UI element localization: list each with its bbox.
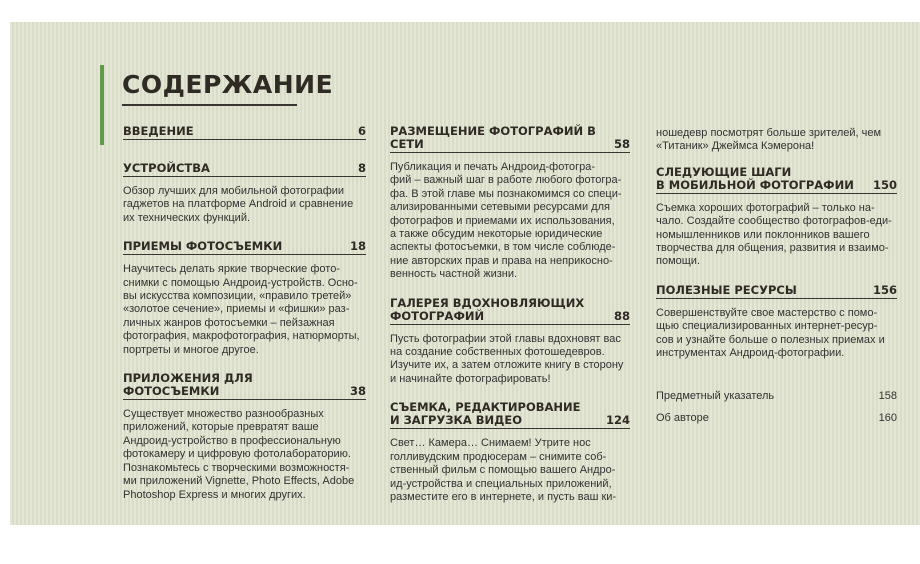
entry-title: УСТРОЙСТВА	[123, 161, 210, 175]
continued-description: ношедевр посмотрят больше зрителей, чем «Титаник» Джеймса Кэмерона!	[656, 127, 882, 153]
entry-heading	[123, 240, 366, 255]
entry-title: РАЗМЕЩЕНИЕ ФОТОГРАФИЙ В СЕТИ	[390, 124, 596, 151]
accent-bar	[100, 65, 104, 145]
toc-entry-useful-resources[interactable]	[656, 284, 897, 361]
entry-title: ПРИЛОЖЕНИЯ ДЛЯ ФОТОСЪЕМКИ	[123, 371, 253, 399]
toc-entry-about-author[interactable]	[656, 412, 897, 425]
entry-title: ВВЕДЕНИЕ	[123, 124, 194, 138]
entry-page-number: 124	[605, 413, 630, 428]
toc-entry-devices[interactable]	[123, 162, 366, 225]
contents-column-1	[123, 125, 366, 502]
entry-title: ГАЛЕРЕЯ ВДОХНОВЛЯЮЩИХ ФОТОГРАФИЙ	[390, 295, 585, 323]
entry-page-number: 38	[349, 384, 366, 399]
entry-page-number: 8	[357, 161, 366, 175]
entry-heading	[390, 401, 630, 429]
page-title: СОДЕРЖАНИЕ	[122, 70, 334, 99]
entry-page-number: 156	[872, 282, 897, 297]
entry-title: СЛЕДУЮЩИЕ ШАГИ В МОБИЛЬНОЙ ФОТОГРАФИИ	[656, 164, 854, 192]
entry-description: Публикация и печать Андроид-фотогра- фий – важный шаг в работе любого фотогра- фа. В этой главе мы познакомимся со специ- ализированными сетевыми ресурсами для фотографов и приемами их использования, а также обсудим некоторые юридические аспекты фотосъемки, в том числе соблюде- ние авторских прав и права на неприкосно- венность частной жизни.	[390, 161, 622, 281]
entry-heading	[123, 162, 366, 177]
entry-heading	[123, 125, 366, 140]
toc-entry-next-steps[interactable]	[656, 166, 897, 269]
entry-description: Научитесь делать яркие творческие фото- снимки с помощью Андроид-устройств. Осно- вы искусства композиции, «правило третей» «золотое сечение», приемы и «фишки» раз- личных жанров фотосъемки – пейзажная фотография, макрофотография, натюрморты, портреты и многое другое.	[123, 263, 360, 356]
contents-column-2	[390, 125, 630, 504]
toc-entry-shooting-techniques[interactable]	[123, 240, 366, 357]
contents-column-3	[656, 127, 897, 425]
toc-entry-introduction[interactable]	[123, 125, 366, 140]
entry-heading	[123, 372, 366, 400]
entry-page-number: 18	[349, 239, 366, 254]
entry-description: Обзор лучших для мобильной фотографии гаджетов на платформе Android и сравнение их технических функций.	[123, 185, 354, 224]
toc-entry-inspiring-gallery[interactable]	[390, 297, 630, 387]
entry-page-number: 6	[357, 124, 366, 138]
entry-description: Свет… Камера… Снимаем! Утрите нос голливудским продюсерам – снимите соб- ственный фильм с помощью вашего Андро- ид-устройства и специальных приложений, разместите его в интернете, и пусть ваш ки-	[390, 437, 617, 503]
entry-title: Об авторе	[656, 412, 709, 425]
entry-page-number: 58	[613, 137, 630, 151]
entry-heading	[656, 284, 897, 299]
entry-title: ПОЛЕЗНЫЕ РЕСУРСЫ	[656, 282, 797, 297]
entry-page-number: 160	[878, 412, 897, 425]
entry-description: Существует множество разнообразных приложений, которые превратят ваше Андроид-устройство в профессиональную фотокамеру и цифровую фотолабораторию. Познакомьтесь с творческими возможностя- ми приложений Vignette, Photo Effects, Adobe Photoshop Express и многих других.	[123, 408, 355, 501]
entry-title: ПРИЕМЫ ФОТОСЪЕМКИ	[123, 239, 283, 254]
entry-title: Предметный указатель	[656, 390, 775, 403]
toc-entry-video[interactable]	[390, 401, 630, 504]
entry-description: Пусть фотографии этой главы вдохновят вас на создание собственных фотошедевров. Изучите их, а затем отложите книгу в сторону и начинайте фотографировать!	[390, 332, 624, 385]
entry-heading	[390, 125, 630, 153]
title-underline	[122, 104, 297, 106]
entry-title: СЪЕМКА, РЕДАКТИРОВАНИЕ И ЗАГРУЗКА ВИДЕО	[390, 400, 581, 428]
entry-page-number: 150	[872, 177, 897, 192]
entry-heading	[656, 166, 897, 194]
toc-entry-photo-apps[interactable]	[123, 372, 366, 502]
toc-entry-sharing-online[interactable]	[390, 125, 630, 282]
entry-heading	[390, 297, 630, 325]
toc-entry-index[interactable]	[656, 390, 897, 403]
entry-description: Съемка хороших фотографий – только на- чало. Создайте сообщество фотографов-еди- номышленников или поклонников вашего творчества для общения, развития и взаимо- помощи.	[656, 201, 892, 268]
entry-page-number: 158	[878, 390, 897, 403]
entry-description: Совершенствуйте свое мастерство с помо- щью специализированных интернет-ресур- сов и узнайте больше о полезных приемах и инструментах Андроид-фотографии.	[656, 306, 885, 360]
entry-page-number: 88	[613, 308, 630, 323]
